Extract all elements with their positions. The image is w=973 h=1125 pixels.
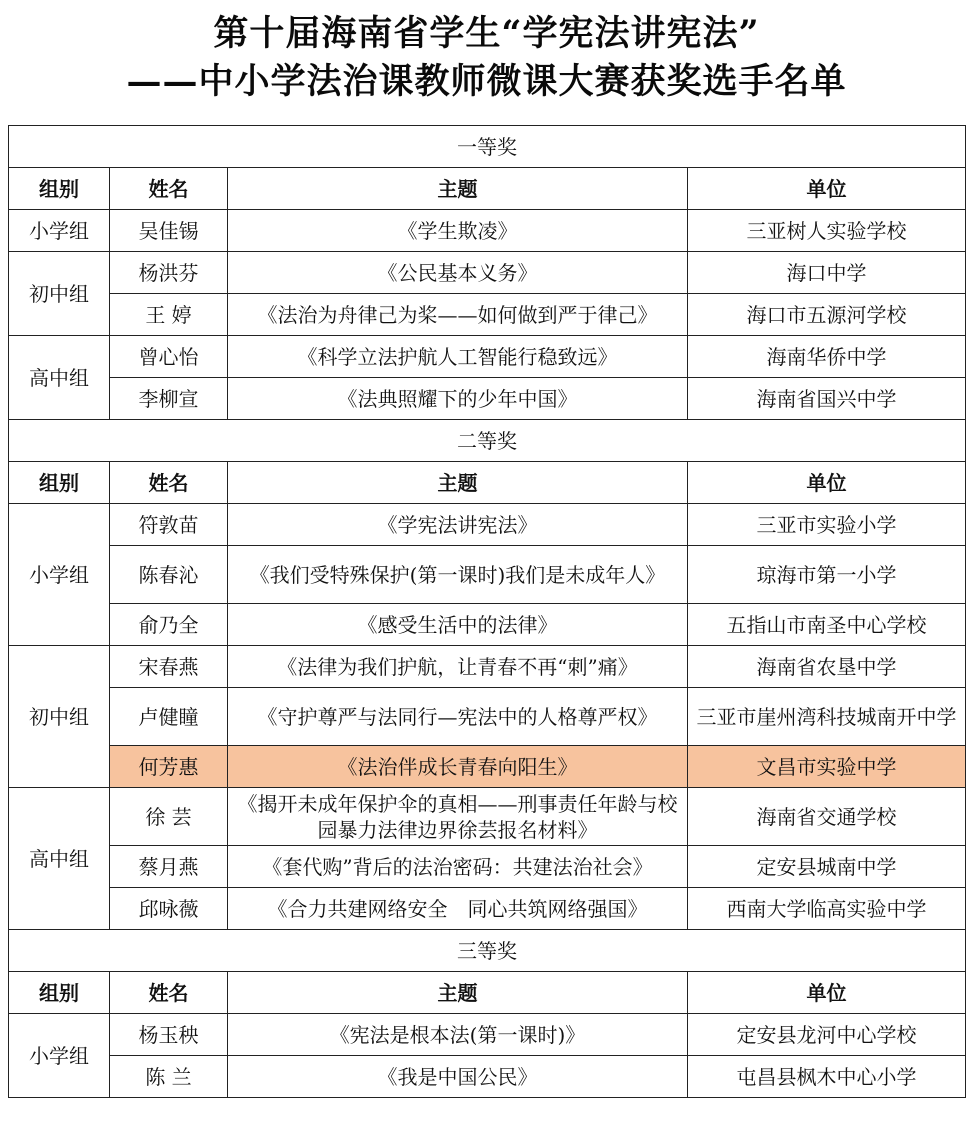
topic-cell: 《科学立法护航人工智能行稳致远》: [228, 336, 688, 378]
name-header: 姓名: [110, 972, 228, 1014]
unit-cell: 海南华侨中学: [688, 336, 966, 378]
topic-cell: 《套代购”背后的法治密码：共建法治社会》: [228, 846, 688, 888]
unit-cell: 五指山市南圣中心学校: [688, 604, 966, 646]
unit-cell: 三亚市崖州湾科技城南开中学: [688, 688, 966, 746]
unit-cell: 西南大学临高实验中学: [688, 888, 966, 930]
group-cell: 小学组: [9, 210, 110, 252]
document-title: [0, 0, 973, 106]
topic-cell: 《感受生活中的法律》: [228, 604, 688, 646]
prize-level: 一等奖: [9, 126, 966, 168]
name-cell: 邱咏薇: [110, 888, 228, 930]
name-cell: 杨洪芬: [110, 252, 228, 294]
prize-level: 三等奖: [9, 930, 966, 972]
group-cell: 初中组: [9, 646, 110, 788]
unit-cell: 海南省国兴中学: [688, 378, 966, 420]
topic-header: 主题: [228, 462, 688, 504]
topic-cell: 《我是中国公民》: [228, 1056, 688, 1098]
group-cell: 小学组: [9, 504, 110, 646]
table-row: [9, 846, 966, 888]
table-row: [9, 1014, 966, 1056]
unit-cell: 三亚市实验小学: [688, 504, 966, 546]
name-cell: 陈 兰: [110, 1056, 228, 1098]
award-table-body: [9, 126, 966, 1098]
unit-cell: 琼海市第一小学: [688, 546, 966, 604]
topic-cell: 《法律为我们护航，让青春不再“刺”痛》: [228, 646, 688, 688]
topic-cell: 《我们受特殊保护(第一课时)我们是未成年人》: [228, 546, 688, 604]
topic-cell: 《合力共建网络安全 同心共筑网络强国》: [228, 888, 688, 930]
table-row: [9, 252, 966, 294]
table-row: [9, 604, 966, 646]
topic-header: 主题: [228, 972, 688, 1014]
table-row: [9, 336, 966, 378]
unit-cell: 定安县龙河中心学校: [688, 1014, 966, 1056]
table-row: [9, 1056, 966, 1098]
column-header-row: [9, 168, 966, 210]
table-row: [9, 688, 966, 746]
name-cell: 李柳宣: [110, 378, 228, 420]
name-cell: 宋春燕: [110, 646, 228, 688]
unit-cell: 海南省交通学校: [688, 788, 966, 846]
topic-cell: 《揭开未成年保护伞的真相——刑事责任年龄与校园暴力法律边界徐芸报名材料》: [228, 788, 688, 846]
table-row: [9, 210, 966, 252]
prize-row: [9, 126, 966, 168]
column-header-row: [9, 972, 966, 1014]
name-cell: 俞乃全: [110, 604, 228, 646]
prize-row: [9, 930, 966, 972]
name-cell: 杨玉秧: [110, 1014, 228, 1056]
name-header: 姓名: [110, 462, 228, 504]
column-header-row: [9, 462, 966, 504]
name-header: 姓名: [110, 168, 228, 210]
unit-cell: 海口市五源河学校: [688, 294, 966, 336]
topic-cell: 《守护尊严与法同行—宪法中的人格尊严权》: [228, 688, 688, 746]
table-row: [9, 378, 966, 420]
group-cell: 小学组: [9, 1014, 110, 1098]
award-table: [8, 125, 966, 1098]
table-row: [9, 888, 966, 930]
topic-cell: 《法治为舟律己为桨——如何做到严于律己》: [228, 294, 688, 336]
topic-cell: 《学生欺凌》: [228, 210, 688, 252]
table-row: [9, 746, 966, 788]
group-header: 组别: [9, 972, 110, 1014]
topic-header: 主题: [228, 168, 688, 210]
title-line-2: ——中小学法治课教师微课大赛获奖选手名单: [126, 61, 847, 102]
unit-cell: 海南省农垦中学: [688, 646, 966, 688]
table-row: [9, 504, 966, 546]
group-cell: 初中组: [9, 252, 110, 336]
name-cell: 陈春沁: [110, 546, 228, 604]
prize-row: [9, 420, 966, 462]
unit-header: 单位: [688, 462, 966, 504]
table-row: [9, 546, 966, 604]
topic-cell: 《宪法是根本法(第一课时)》: [228, 1014, 688, 1056]
title-line-1: 第十届海南省学生“学宪法讲宪法”: [213, 13, 760, 54]
topic-cell: 《学宪法讲宪法》: [228, 504, 688, 546]
unit-header: 单位: [688, 168, 966, 210]
group-header: 组别: [9, 462, 110, 504]
unit-cell: 海口中学: [688, 252, 966, 294]
name-cell: 蔡月燕: [110, 846, 228, 888]
table-row: [9, 294, 966, 336]
prize-level: 二等奖: [9, 420, 966, 462]
unit-cell: 三亚树人实验学校: [688, 210, 966, 252]
group-cell: 高中组: [9, 336, 110, 420]
table-row: [9, 646, 966, 688]
group-header: 组别: [9, 168, 110, 210]
unit-header: 单位: [688, 972, 966, 1014]
name-cell: 卢健瞳: [110, 688, 228, 746]
topic-cell: 《法典照耀下的少年中国》: [228, 378, 688, 420]
topic-cell: 《法治伴成长青春向阳生》: [228, 746, 688, 788]
name-cell: 吴佳锡: [110, 210, 228, 252]
topic-cell: 《公民基本义务》: [228, 252, 688, 294]
name-cell: 王 婷: [110, 294, 228, 336]
table-row: [9, 788, 966, 846]
unit-cell: 屯昌县枫木中心小学: [688, 1056, 966, 1098]
name-cell: 徐 芸: [110, 788, 228, 846]
unit-cell: 文昌市实验中学: [688, 746, 966, 788]
group-cell: 高中组: [9, 788, 110, 930]
name-cell: 曾心怡: [110, 336, 228, 378]
unit-cell: 定安县城南中学: [688, 846, 966, 888]
name-cell: 符敦苗: [110, 504, 228, 546]
name-cell: 何芳惠: [110, 746, 228, 788]
